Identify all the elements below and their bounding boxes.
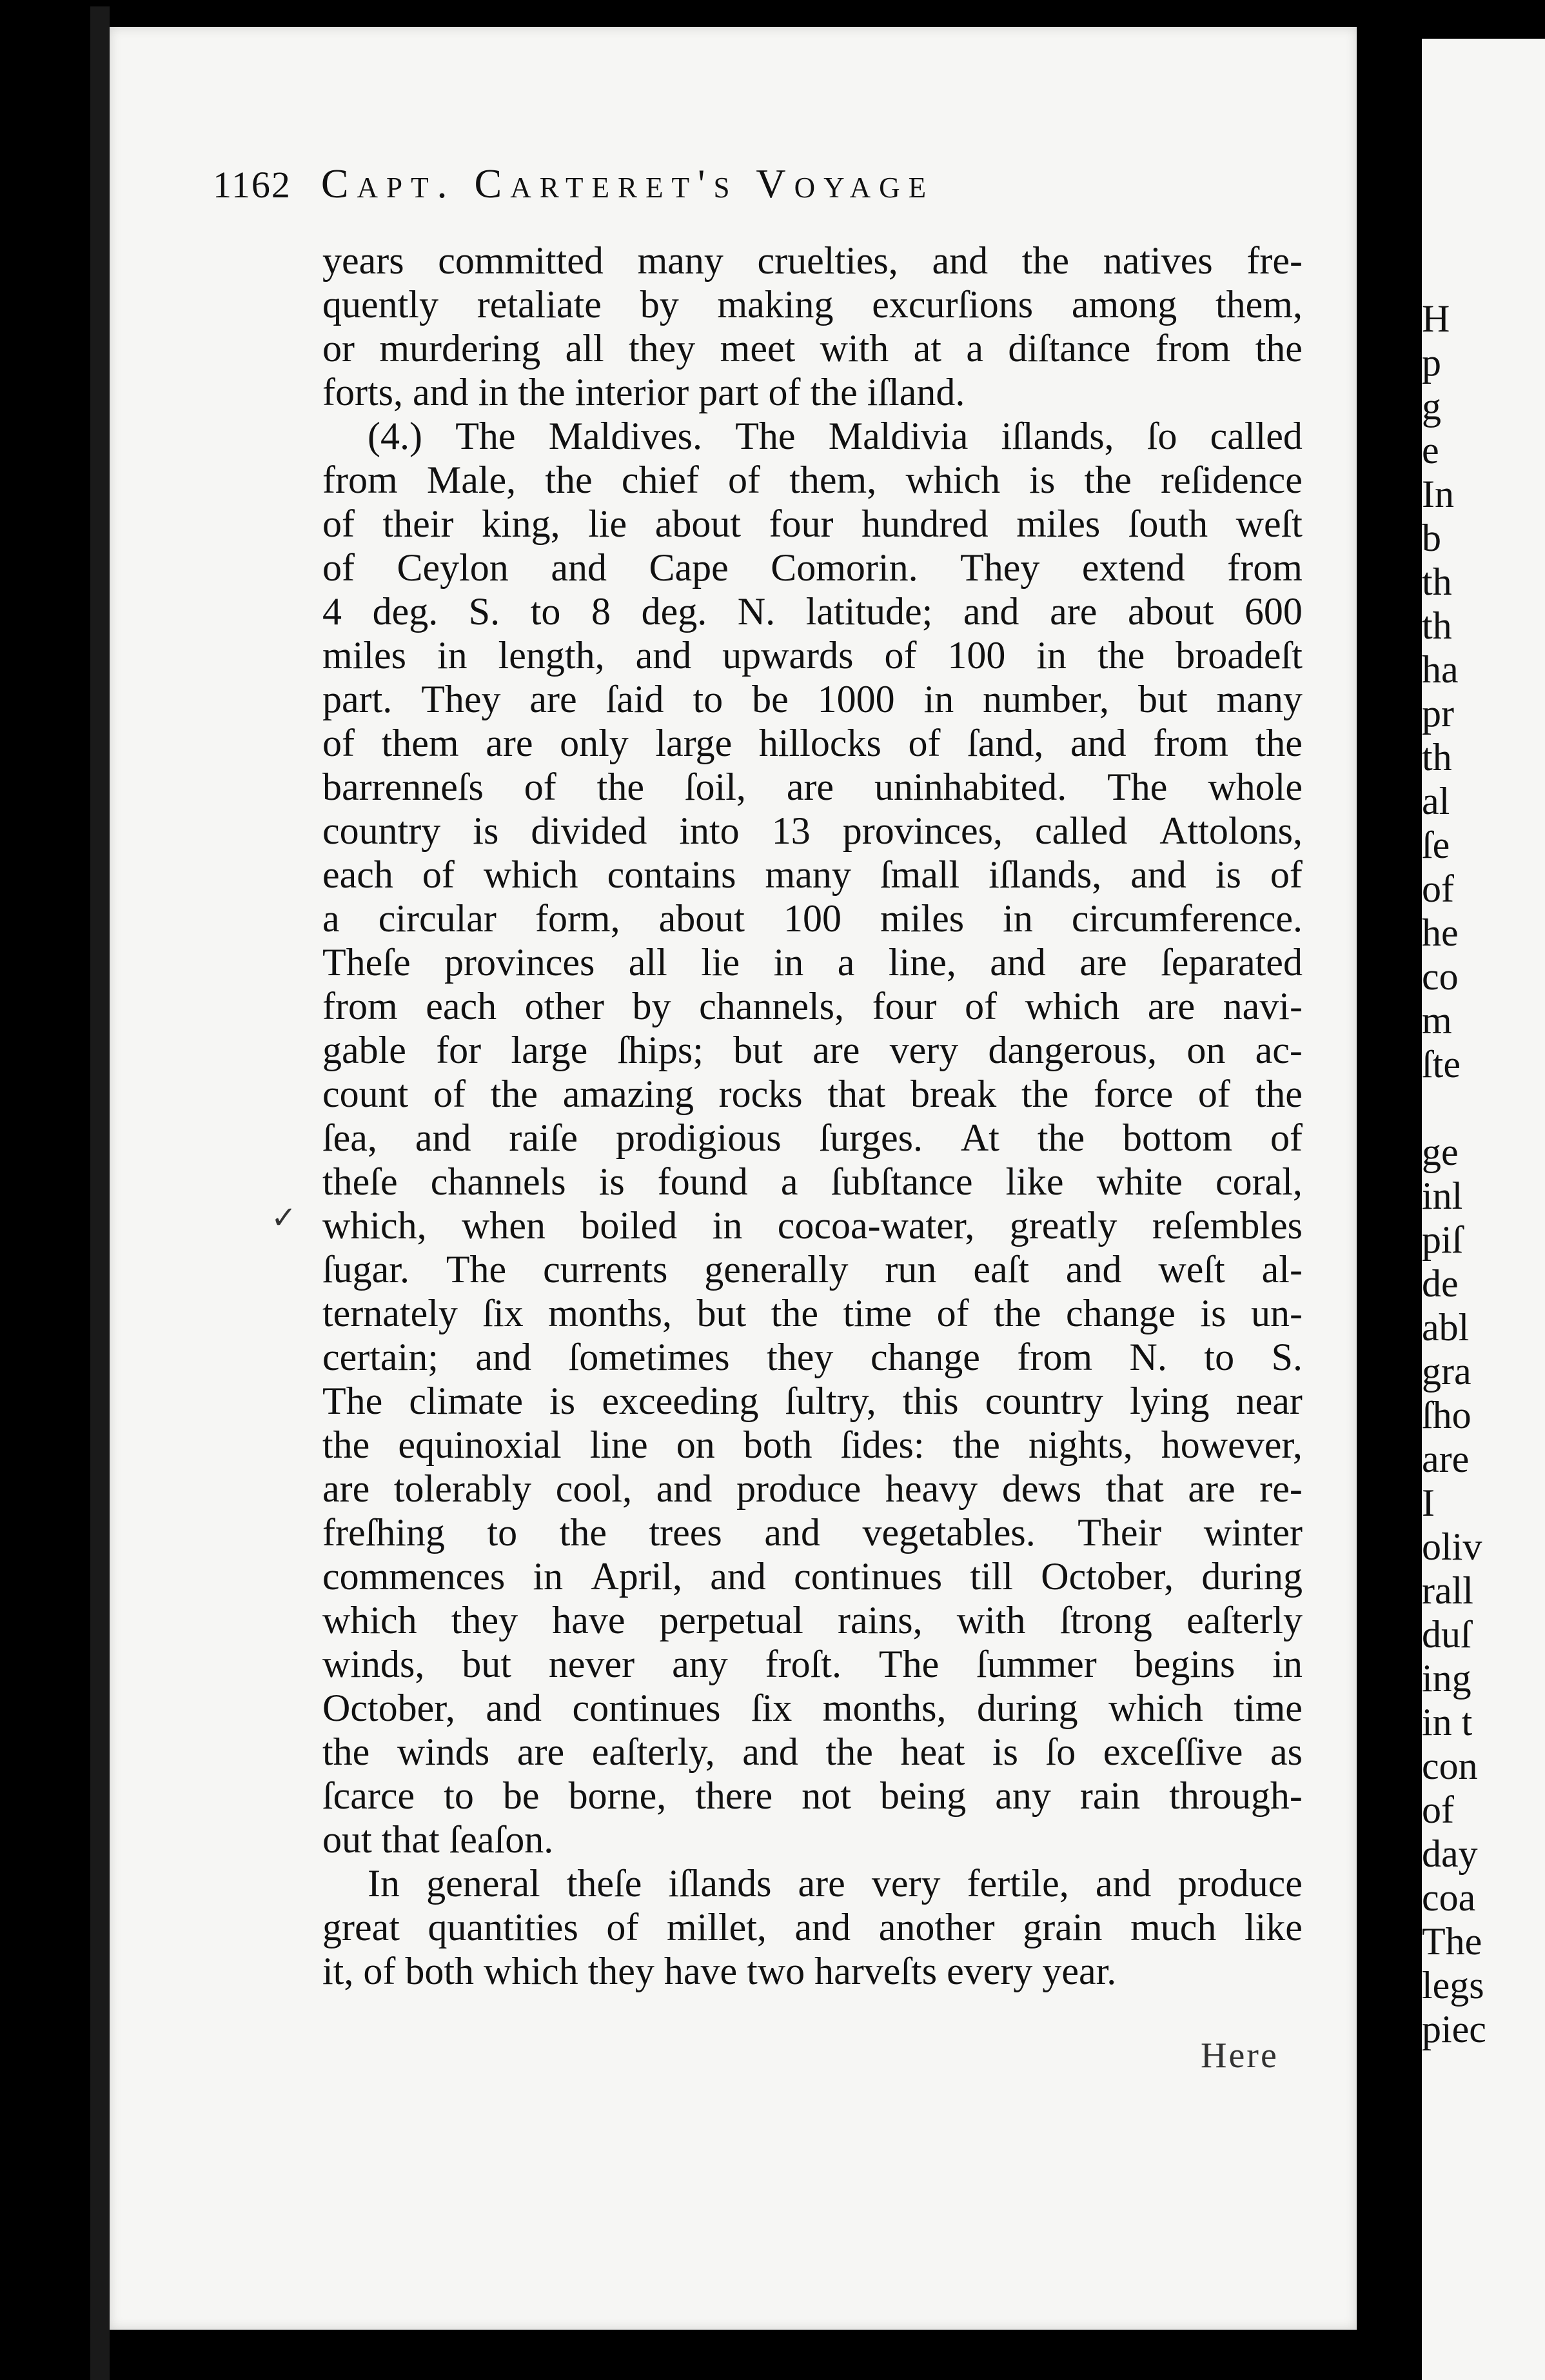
facing-fragment — [1422, 1086, 1486, 1130]
text-line: barrenneſs of the ſoil, are uninhabited. The whole — [322, 766, 1303, 808]
facing-fragment: g — [1422, 385, 1441, 428]
text-line: country is divided into 13 provinces, called Attolons, — [322, 809, 1303, 852]
facing-page-text — [1422, 297, 1486, 2051]
text-line: years committed many cruelties, and the natives fre- — [322, 239, 1303, 282]
facing-fragment: coa — [1422, 1876, 1476, 1919]
facing-fragment: are — [1422, 1438, 1470, 1480]
text-line: ſcarce to be borne, there not being any rain through- — [322, 1774, 1303, 1817]
facing-fragment: m — [1422, 999, 1452, 1042]
text-line: ternately ſix months, but the time of the change is un- — [322, 1292, 1303, 1334]
facing-fragment: of — [1422, 1789, 1454, 1831]
text-line: ſea, and raiſe prodigious ſurges. At the bottom of — [322, 1116, 1303, 1159]
facing-fragment: pr — [1422, 692, 1454, 735]
text-line: October, and continues ſix months, during which time — [322, 1687, 1303, 1729]
text-line: (4.) The Maldives. The Maldivia iſlands, ſo called — [368, 415, 1303, 457]
facing-fragment: ſe — [1422, 824, 1450, 866]
facing-fragment: gra — [1422, 1350, 1471, 1393]
running-title: Capt. Carteret's Voyage — [320, 161, 935, 206]
text-line: freſhing to the trees and vegetables. Their winter — [322, 1511, 1303, 1554]
facing-fragment: legs — [1422, 1964, 1484, 2007]
facing-fragment: I — [1422, 1482, 1435, 1524]
text-line: which they have perpetual rains, with ſtrong eaſterly — [322, 1599, 1303, 1641]
facing-fragment: de — [1422, 1262, 1459, 1305]
text-line: gable for large ſhips; but are very dangerous, on ac- — [322, 1029, 1303, 1071]
text-line: each of which contains many ſmall iſlands, and is of — [322, 853, 1303, 896]
facing-fragment: In — [1422, 473, 1454, 515]
facing-fragment: ge — [1422, 1131, 1459, 1173]
body-text — [322, 239, 1303, 1993]
facing-fragment: rall — [1422, 1569, 1473, 1612]
text-line: of them are only large hillocks of ſand, and from the — [322, 722, 1303, 764]
facing-fragment: he — [1422, 911, 1459, 954]
facing-fragment: co — [1422, 955, 1459, 998]
text-line: of their king, lie about four hundred miles ſouth weſt — [322, 502, 1303, 545]
facing-fragment: ſte — [1422, 1043, 1461, 1086]
facing-fragment: con — [1422, 1745, 1478, 1787]
text-line: miles in length, and upwards of 100 in the broadeſt — [322, 634, 1303, 677]
facing-fragment: piſ — [1422, 1218, 1463, 1261]
facing-fragment: b — [1422, 517, 1441, 559]
text-line: out that ſeaſon. — [322, 1818, 554, 1861]
binding-edge — [90, 6, 110, 2380]
text-line: forts, and in the interior part of the iſland. — [322, 371, 965, 413]
text-line: winds, but never any froſt. The ſummer begins in — [322, 1643, 1303, 1685]
text-line: a circular form, about 100 miles in circumference. — [322, 897, 1303, 940]
text-line: certain; and ſometimes they change from N. to S. — [322, 1336, 1303, 1378]
text-line: are tolerably cool, and produce heavy dews that are re- — [322, 1467, 1303, 1510]
facing-fragment: th — [1422, 604, 1452, 647]
text-line: the equinoxial line on both ſides: the nights, however, — [322, 1423, 1303, 1466]
page-number: 1162 — [213, 164, 291, 206]
facing-fragment: ſho — [1422, 1394, 1471, 1436]
margin-mark: ✓ — [271, 1201, 297, 1235]
facing-fragment: e — [1422, 429, 1439, 471]
facing-fragment: th — [1422, 736, 1452, 778]
facing-fragment: piec — [1422, 2008, 1486, 2050]
facing-fragment: abl — [1422, 1306, 1470, 1349]
text-line: ſugar. The currents generally run eaſt and weſt al- — [322, 1248, 1303, 1291]
text-line: of Ceylon and Cape Comorin. They extend from — [322, 546, 1303, 589]
facing-fragment: p — [1422, 341, 1441, 384]
text-line: In general theſe iſlands are very fertile, and produce — [368, 1862, 1303, 1905]
text-line: 4 deg. S. to 8 deg. N. latitude; and are about 600 — [322, 590, 1303, 633]
facing-page-edge — [1422, 39, 1545, 2380]
text-line: theſe channels is found a ſubſtance like white coral, — [322, 1160, 1303, 1203]
facing-fragment: duſ — [1422, 1613, 1471, 1656]
text-line: or murdering all they meet with at a diſtance from the — [322, 327, 1303, 370]
facing-fragment: oliv — [1422, 1525, 1482, 1568]
facing-fragment: day — [1422, 1832, 1478, 1875]
page-header — [213, 160, 1180, 212]
facing-fragment: ha — [1422, 648, 1459, 691]
text-line: from each other by channels, four of which are navi- — [322, 985, 1303, 1027]
text-line: count of the amazing rocks that break the force of the — [322, 1073, 1303, 1115]
facing-fragment: of — [1422, 868, 1454, 910]
facing-fragment: The — [1422, 1920, 1482, 1963]
text-line: part. They are ſaid to be 1000 in number, but many — [322, 678, 1303, 720]
text-line: great quantities of millet, and another grain much like — [322, 1906, 1303, 1949]
text-line: from Male, the chief of them, which is the reſidence — [322, 459, 1303, 501]
facing-fragment: H — [1422, 297, 1450, 340]
catchword: Here — [1201, 2036, 1279, 2076]
facing-fragment: th — [1422, 560, 1452, 603]
text-line: commences in April, and continues till October, during — [322, 1555, 1303, 1598]
facing-fragment: ing — [1422, 1657, 1471, 1700]
text-line: it, of both which they have two harveſts every year. — [322, 1950, 1117, 1992]
facing-fragment: al — [1422, 780, 1450, 822]
text-line: The climate is exceeding ſultry, this country lying near — [322, 1380, 1303, 1422]
text-line: which, when boiled in cocoa-water, greatly reſembles — [322, 1204, 1303, 1247]
facing-fragment: in t — [1422, 1701, 1473, 1743]
text-line: the winds are eaſterly, and the heat is ſo exceſſive as — [322, 1730, 1303, 1773]
facing-fragment: inl — [1422, 1175, 1463, 1217]
text-line: quently retaliate by making excurſions among them, — [322, 283, 1303, 326]
text-line: Theſe provinces all lie in a line, and are ſeparated — [322, 941, 1303, 984]
